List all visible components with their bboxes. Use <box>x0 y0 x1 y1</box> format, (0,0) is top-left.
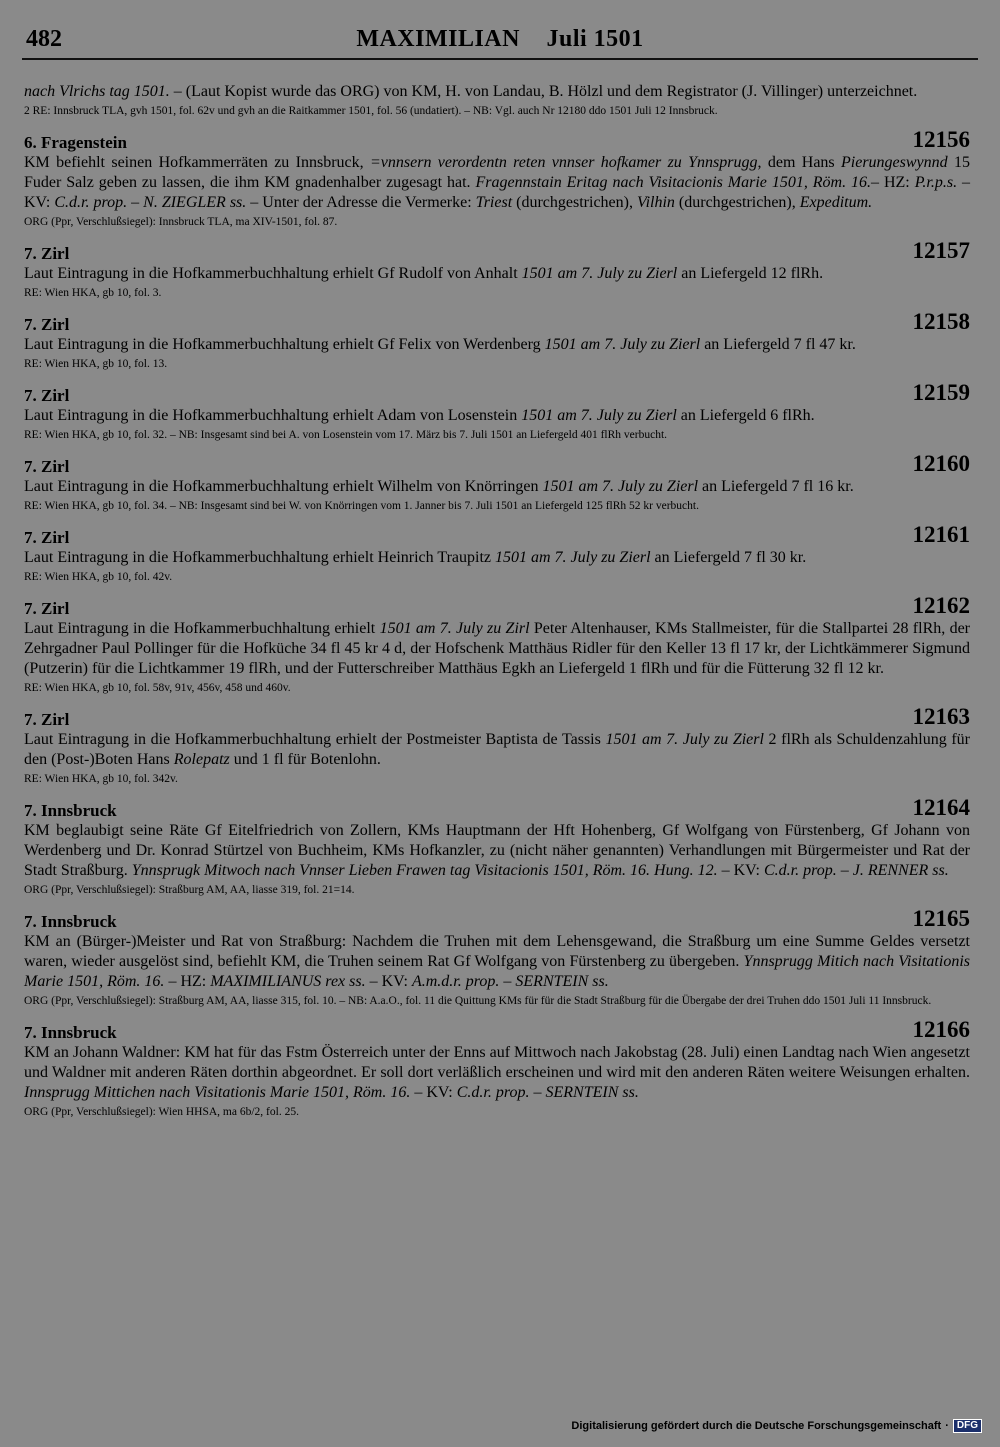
entry-note: ORG (Ppr, Verschlußsiegel): Straßburg AM, AA, liasse 319, fol. 21=14. <box>24 884 355 896</box>
entries-list <box>24 127 971 1120</box>
entry-heading <box>24 522 970 548</box>
entry-text: KM an Johann Waldner: KM hat für das Fstm Österreich unter der Enns auf Mittwoch nach Jakobstag (28. Juli) einen Landtag nach Wien angesetzt und Waldner mit anderen Räten dorthin abgeordnet. Er soll dort verläßlich erscheinen und wird mit den anderen Räten weitere Weisungen erhalten. Innsprugg Mittichen nach Visitationis Marie 1501, Röm. 16. – KV: C.d.r. prop. – SERNTEIN ss. <box>24 1044 970 1101</box>
register-entry <box>24 906 970 1009</box>
entry-heading <box>24 795 970 821</box>
header-title: MAXIMILIAN <box>356 26 520 52</box>
entry-heading <box>24 451 970 477</box>
entry-note: RE: Wien HKA, gb 10, fol. 13. <box>24 358 168 370</box>
entry-place-date: 7. Zirl <box>24 244 70 263</box>
entry-number: 12166 <box>912 1017 970 1042</box>
entry-number: 12164 <box>912 795 970 820</box>
register-entry <box>24 238 970 301</box>
running-title <box>22 26 978 53</box>
main-content <box>24 82 970 1120</box>
entry-note: RE: Wien HKA, gb 10, fol. 342v. <box>24 773 178 785</box>
entry-note: RE: Wien HKA, gb 10, fol. 42v. <box>24 571 173 583</box>
entry-number: 12161 <box>912 522 970 547</box>
entry-heading <box>24 593 970 619</box>
entry-number: 12160 <box>912 451 970 476</box>
register-entry <box>24 704 970 787</box>
entry-place-date: 7. Zirl <box>24 315 70 334</box>
register-entry <box>24 127 971 230</box>
entry-heading <box>24 127 970 153</box>
entry-heading <box>24 380 970 406</box>
intro-text: nach Vlrichs tag 1501. – (Laut Kopist wurde das ORG) von KM, H. von Landau, B. Hölzl und dem Registrator (J. Villinger) unterzeichnet. <box>24 83 918 100</box>
entry-text: Laut Eintragung in die Hofkammerbuchhaltung erhielt 1501 am 7. July zu Zirl Peter Altenhauser, KMs Stallmeister, für die Stallpartei 28 flRh, der Zehrgadner Paul Pollinger für die Hofküche 34 fl 45 kr 4 d, der Hofschenk Matthäus Ridler für den Keller 13 fl 17 kr, der Lichtkämmerer Sigmund (Putzerin) für die Lichtkammer 19 flRh, und der Futterschreiber Matthäus Egkh an Liefergeld 1 flRh und für die Fütterung 32 fl 12 kr. <box>24 620 970 677</box>
footer: Digitalisierung gefördert durch die Deutsche Forschungsgemeinschaft · DFG <box>571 1419 982 1433</box>
entry-place-date: 7. Zirl <box>24 528 70 547</box>
entry-number: 12156 <box>912 127 970 152</box>
intro-block <box>24 82 970 119</box>
entry-number: 12163 <box>912 704 970 729</box>
entry-text: Laut Eintragung in die Hofkammerbuchhaltung erhielt Gf Rudolf von Anhalt 1501 am 7. July zu Zierl an Liefergeld 12 flRh. <box>24 265 824 282</box>
entry-heading <box>24 238 970 264</box>
register-entry <box>24 309 970 372</box>
entry-place-date: 7. Zirl <box>24 710 70 729</box>
entry-note: RE: Wien HKA, gb 10, fol. 32. – NB: Insgesamt sind bei A. von Losenstein vom 17. März bis 7. Juli 1501 an Liefergeld 401 flRh verbucht. <box>24 429 668 441</box>
entry-number: 12159 <box>912 380 970 405</box>
entry-text: Laut Eintragung in die Hofkammerbuchhaltung erhielt der Postmeister Baptista de Tassis 1501 am 7. July zu Zierl 2 flRh als Schuldenzahlung für den (Post-)Boten Hans Rolepatz und 1 fl für Botenlohn. <box>24 731 970 768</box>
entry-heading <box>24 1017 970 1043</box>
entry-note: ORG (Ppr, Verschlußsiegel): Wien HHSA, ma 6b/2, fol. 25. <box>24 1106 299 1118</box>
entry-heading <box>24 906 970 932</box>
entry-heading <box>24 704 970 730</box>
entry-note: RE: Wien HKA, gb 10, fol. 58v, 91v, 456v, 458 und 460v. <box>24 682 291 694</box>
entry-place-date: 6. Fragenstein <box>24 133 127 152</box>
entry-number: 12158 <box>912 309 970 334</box>
entry-note: ORG (Ppr, Verschlußsiegel): Straßburg AM, AA, liasse 315, fol. 10. – NB: A.a.O., fol. 11 die Quittung KMs für für die Stadt Straßburg für die Übergabe der drei Truhen ddo 1501 Juli 11 Innsbruck. <box>24 995 932 1007</box>
entry-text: Laut Eintragung in die Hofkammerbuchhaltung erhielt Gf Felix von Werdenberg 1501 am 7. July zu Zierl an Liefergeld 7 fl 47 kr. <box>24 336 856 353</box>
entry-note: ORG (Ppr, Verschlußsiegel): Innsbruck TLA, ma XIV-1501, fol. 87. <box>24 216 338 228</box>
entry-number: 12162 <box>912 593 970 618</box>
entry-place-date: 7. Zirl <box>24 457 70 476</box>
intro-note: 2 RE: Innsbruck TLA, gvh 1501, fol. 62v und gvh an die Raitkammer 1501, fol. 56 (undatiert). – NB: Vgl. auch Nr 12180 ddo 1501 Juli 12 Innsbruck. <box>24 105 718 117</box>
entry-place-date: 7. Innsbruck <box>24 912 117 931</box>
entry-text: KM beglaubigt seine Räte Gf Eitelfriedrich von Zollern, KMs Hauptmann der Hft Hohenberg, Gf Wolfgang von Fürstenberg, Gf Johann von Werdenberg und Dr. Konrad Stürtzel von Buchheim, KMs Hofkanzler, zu (nicht näher genannten) Verhandlungen mit Bürgermeister und Rat der Stadt Straßburg. Ynnsprugk Mitwoch nach Vnnser Lieben Frawen tag Visitacionis 1501, Röm. 16. Hung. 12. – KV: C.d.r. prop. – J. RENNER ss. <box>24 822 970 879</box>
entry-place-date: 7. Innsbruck <box>24 801 117 820</box>
register-entry <box>24 593 970 696</box>
entry-number: 12165 <box>912 906 970 931</box>
register-entry <box>24 380 970 443</box>
entry-place-date: 7. Zirl <box>24 386 70 405</box>
entry-text: Laut Eintragung in die Hofkammerbuchhaltung erhielt Adam von Losenstein 1501 am 7. July zu Zierl an Liefergeld 6 flRh. <box>24 407 815 424</box>
header-date: Juli 1501 <box>546 26 644 52</box>
entry-text: Laut Eintragung in die Hofkammerbuchhaltung erhielt Heinrich Traupitz 1501 am 7. July zu Zierl an Liefergeld 7 fl 30 kr. <box>24 549 807 566</box>
register-entry <box>24 522 970 585</box>
footer-text: Digitalisierung gefördert durch die Deutsche Forschungsgemeinschaft <box>571 1420 942 1432</box>
entry-number: 12157 <box>912 238 970 263</box>
entry-note: RE: Wien HKA, gb 10, fol. 34. – NB: Insgesamt sind bei W. von Knörringen vom 1. Janner bis 7. Juli 1501 an Liefergeld 125 flRh 52 kr verbucht. <box>24 500 699 512</box>
entry-heading <box>24 309 970 335</box>
entry-text: KM an (Bürger-)Meister und Rat von Straßburg: Nachdem die Truhen mit dem Lehensgewand, die Straßburg um eine Summe Geldes versetzt waren, wieder ausgelöst sind, befiehlt KM, die Truhen seinem Rat Gf Wolfgang von Fürstenberg zu übergeben. Ynnsprugg Mitich nach Visitationis Marie 1501, Röm. 16. – HZ: MAXIMILIANUS rex ss. – KV: A.m.d.r. prop. – SERNTEIN ss. <box>24 933 970 990</box>
entry-place-date: 7. Zirl <box>24 599 70 618</box>
entry-text: Laut Eintragung in die Hofkammerbuchhaltung erhielt Wilhelm von Knörringen 1501 am 7. July zu Zierl an Liefergeld 7 fl 16 kr. <box>24 478 854 495</box>
entry-note: RE: Wien HKA, gb 10, fol. 3. <box>24 287 162 299</box>
register-entry <box>24 1017 970 1120</box>
entry-text: KM befiehlt seinen Hofkammerräten zu Innsbruck, =vnnsern verordentn reten vnnser hofkamer zu Ynnsprugg, dem Hans Pierungeswynnd 15 Fuder Salz geben zu lassen, die ihm KM gnadenhalber zugesagt hat. Fragennstain Eritag nach Visitacionis Marie 1501, Röm. 16.– HZ: P.r.p.s. – KV: C.d.r. prop. – N. ZIEGLER ss. – Unter der Adresse die Vermerke: Triest (durchgestrichen), Vilhin (durchgestrichen), Expeditum. <box>24 154 971 211</box>
dfg-logo-icon: DFG <box>953 1419 982 1433</box>
register-entry <box>24 451 970 514</box>
register-entry <box>24 795 970 898</box>
running-header <box>22 26 978 60</box>
entry-place-date: 7. Innsbruck <box>24 1023 117 1042</box>
page-number: 482 <box>26 26 62 52</box>
